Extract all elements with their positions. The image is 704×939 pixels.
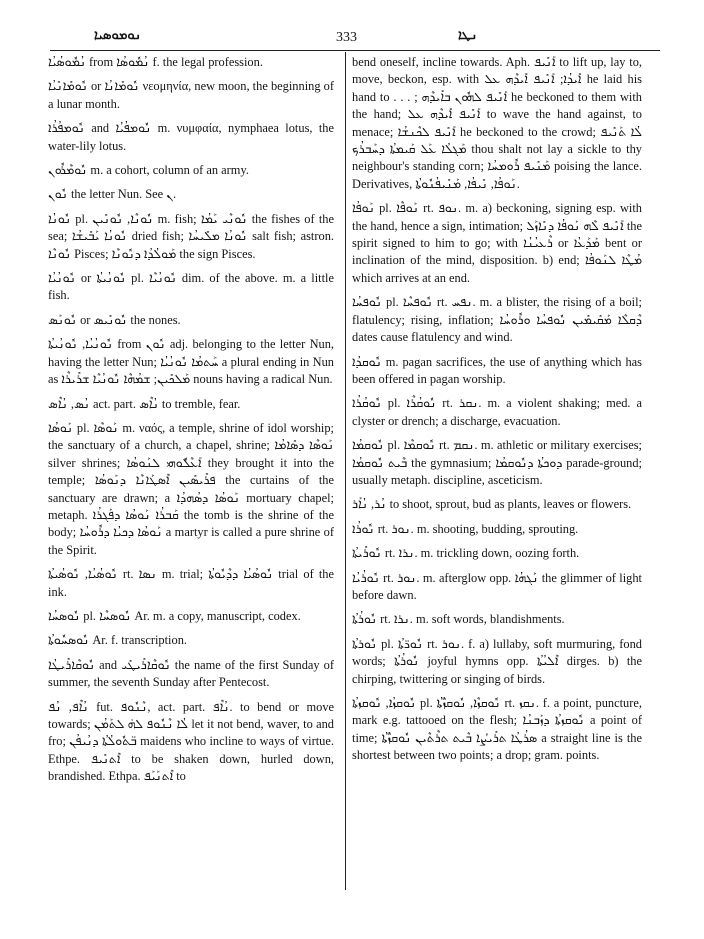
entry: ܢܽܘܣܳܝܳܐ, ܢܽܘܣܳܝܬܳܐ rt. ܢܣܐ m. trial; ܢܽܘܣܳܝܳܐ ܕܕܶܝܽܘܬܳܐ trial of the ink. <box>48 567 334 599</box>
entry: ܢܽܘܩܡܳܐ pl. ܢܽܘܩܡܶܐ rt. ܢܩܡ. m. athletic or military exercises; ܒܶܝܬ ܢܽܘܩܡܳܐ the gymnasium; ܕܘܟܬܳܐ ܕܢܽܘܩܡܳܐ parade-ground; usually metaph. discipline, asceticism. <box>352 438 642 487</box>
entry: ܢܳܡܽܘܣܳܝܳܐ from ܢܳܡܽܘܣܳܐ f. the legal profession. <box>48 55 263 69</box>
entry: ܢܽܘܪܳܐ rt. ܢܘܪ. m. shooting, budding, sprouting. <box>352 521 579 536</box>
entry: ܢܽܘܢܰܣ or ܢܽܘܢܺܝܣ the nones. <box>48 312 181 327</box>
entry: ܢܳܪ, ܢܳܐܰܪ to shoot, sprout, bud as plants, leaves or flowers. <box>352 497 632 512</box>
running-head-left: ܢܘܡܘܣܝܐ <box>94 28 142 43</box>
top-rule <box>50 50 660 51</box>
entry: ܢܽܘܩܙܳܐ, ܢܽܘܩܙܬܳܐ pl. ܢܽܘܩܙܶܐ, ܢܽܘܩܙ̈ܳܬܳܐ rt. ܢܩܙ. f. a point, puncture, mark e.g. tattooed on the flesh; ܢܽܘܩܙܬܳܐ ܕܙܰܒܢܳܐ a point of time; ܣܪܳܛܳܐ ܬܪܺܝܨܳܐ ܒܶܝܬ ܬܪܶܬܶܝܢ ܢܽܘܩܙ̈ܳܬܳܐ a straight line is the shortest between two points; a drop; gram. points. <box>352 696 642 763</box>
entry: ܢܽܘܪܺܝܬܳܐ rt. ܢܪܐ. m. trickling down, oozing forth. <box>352 546 580 561</box>
entry: ܢܽܘܢܳܐ pl. ܢܽܘܢܶܐ, ܢܽܘܢܺܝܢ m. fish; ܢܽܘܢܶܝ ܝܰܡܳܐ the fishes of the sea; ܢܽܘܢܳܐ ܝܰܒܺܝܫܳܐ dried fish; ܢܽܘܢܳܐ ܡܠܺܝܚܳܐ salt fish; astron. ܢܽܘܢܶܐ Pisces; ܡܰܘܠܳܕܳܐ ܕܢܽܘܢܶܐ the sign Pisces. <box>48 211 335 261</box>
entry: ܢܽܘܡܺܐܢܺܝܳܐ or ܢܽܘܡܺܐܢܳܐ νεομηνία, new moon, the beginning of a lunar month. <box>48 79 334 111</box>
entry: ܢܽܘܣܚܳܐ pl. ܢܽܘܣܚܶܐ Ar. m. a copy, manuscript, codex. <box>48 608 301 623</box>
entry: ܢܽܘܡܶܪܽܘܢ m. a cohort, column of an army. <box>48 163 249 178</box>
entry: ܢܽܘܪܬܳܐ pl. ܢܽܘܪ̈ܬܳܐ rt. ܢܘܪ. f. a) lullaby, soft murmuring, fond words; ܢܽܘܪܳܬܳܐ joyful hymns opp. ܐܶܠܝܳܬܳܐ dirges. b) the chirping, twittering or singing of birds. <box>352 636 643 686</box>
entry: ܢܽܘܦܚܳܐ pl. ܢܽܘܦܚܶܐ rt. ܢܦܚ. m. a blister, the rising of a boil; flatulency; rising, inflation; ܕܶܩܠܶܐ ܡܰܩܺܝܡܺܝܢ ܢܽܘܦܚܳܐ ܘܪܽܘܚܳܐ dates cause flatulency and wind. <box>352 295 642 345</box>
page-number: 333 <box>336 30 357 45</box>
entry: ܢܽܘܪܳܬܳܐ rt. ܢܪܐ. m. soft words, blandishments. <box>352 612 565 627</box>
right-column <box>352 54 642 772</box>
running-head-right: ܢܛܐ <box>458 28 478 43</box>
entry: ܢܽܘܪܳܝܳܐ rt. ܢܘܪ. m. afterglow opp. ܢܰܓܗܳܐ the glimmer of light before dawn. <box>352 570 642 602</box>
entry: bend oneself, incline towards. Aph. ܐܰܢܺܝܦ to lift up, lay to, move, beckon, esp. with ܐܺܝܕܳܐ; ܐܰܢܺܝܦ ܐܺܝܕܶܗ ܥܠ he laid his hand to . . . ; ܐܰܢܺܝܦ ܠܗܽܘܢ ܒܐܺܝܕܶܗ he beckoned to them with the hand; ܐܰܢܺܝܦ ܐܺܝܕܶܗ ܥܠ to wave the hand against, to menace; ܐܰܢܺܝܦ ܠܟܶܢܫܳܐ he beckoned to the crowd; ܠܳܐ ܬܰܢܺܝܦ ܡܰܓܠܳܐ ܥܰܠ ܩܰܝܡܬܳܐ ܕܚܰܒܪܳܟ thou shalt not lay a sickle to thy neighbour's standing corn; ܡܰܢܺܝܦ ܪܽܘܡܚܳܐ poising the lance. Derivatives, ܢܰܘܦܳܐ, ܢܺܝܦܳܐ, ܡܰܢܺܝܦܳܢܽܘܬܳܐ. <box>352 55 643 191</box>
entry: ܢܳܣ, ܢܳܐܶܣ act. part. ܢܳܐܶܣ to tremble, fear. <box>48 396 241 411</box>
left-column <box>48 54 334 793</box>
entry: ܢܽܘܢ the letter Nun. See ܢ. <box>48 187 177 202</box>
entry: ܢܰܘܣܳܐ pl. ܢܰܘܣܶܐ m. ναός, a temple, shrine of idol worship; the sanctuary of a church, a chapel, shrine; ܢܰܘܣܶܐ ܕܣܺܐܡܳܐ silver shrines; ܐܰܥܶܠܽܘܗܝ ܠܢܰܘܣܳܐ they brought it into the temple; ܦܪܺܝܣܺܝܢ ܐܶܣܛܰܐܢܶܐ ܕܢܰܘܣܳܐ the curtains of the sanctuary are drawn; a ܢܰܘܣܳܐ ܕܣܳܗܕܳܐ mortuary chapel; metaph. ܩܰܒܪܳܐ ܢܰܘܣܳܐ ܕܦܰܓܪܳܐ the tomb is the shrine of the body; ܢܰܘܣܳܐ ܕܟܝܳܐ ܕܪܽܘܚܳܐ a martyr is called a pure shrine of the Spirit. <box>48 420 335 557</box>
entry: ܢܳܐܶܦ, ܢܳܦ fut. ܢܶܢܽܘܦ, act. part. ܢܳܐܶܦ. to bend or move towards; ܠܳܐ ܢܶܢܽܘܦ ܠܗ̇ ܠܬܰܡܳܢ let it not bend, waver, to and fro; ܒ̈ܬܽܘܠܳܬܳܐ ܕܢܳܝܦܳܢ maidens who incline to ways of virtue. Ethpe. ܐܶܬܢܺܝܦ to be shaken down, hurled down, brandished. Ethpa. ܐܶܬܢܰܝܰܦ to <box>48 699 335 784</box>
entry: ܢܽܘܩܳܪܳܐ pl. ܢܽܘܩܳܪܶܐ rt. ܢܩܪ. m. a violent shaking; med. a clyster or drench; a discharge, evacuation. <box>352 396 642 428</box>
entry: ܢܽܘܡܦܳܪܳܐ and ܢܽܘܡܦܳܝܳܐ m. νυμφαία, nymphaea lotus, the water-lily lotus. <box>48 121 335 153</box>
entry: ܢܽܘܢܳܝܳܐ, ܢܽܘܢܳܝܬܳܐ from ܢܽܘܢ adj. belonging to the letter Nun, having the letter Nun; ܚܰܬܡܳܐ ܢܽܘܢܳܝܳܐ a plural ending in Nun as ܡܰܠܟܺܝܢ; ܫܡܳܗܶܐ ܢܽܘܢܳܝܶܐ ܫܪܺܝܪܶܐ nouns having a radical Nun. <box>48 337 335 387</box>
entry: ܢܰܘܦܳܐ pl. ܢܰܘܦܶܐ rt. ܢܘܦ. m. a) beckoning, signing esp. with the hand, hence a sign, intimation; ܐܰܢܺܝܦ ܠܶܗ ܢܰܘܦܳܐ ܕܢܺܐܙܰܠ the spirit signed to him to go; with ܪܶܥܝܳܢܳܐ or ܡܰܕܰܥܳܐ bent or inclination of the mind, disposition. b) end; ܡܳܛܶܐ ܠܢܰܘܦܳܐ which arrives at an end. <box>352 201 642 285</box>
entry: ܢܽܘܩܶܐܪܺܝܛܳܐ and ܢܽܘܩܶܐܪܺܝܛܺܝ the name of the first Sunday of summer, the seventh Sunday after Pentecost. <box>48 657 334 690</box>
column-divider <box>345 52 346 890</box>
entry: ܢܽܘܩܕܳܐ m. pagan sacrifices, the use of anything which has been offered in pagan worship. <box>352 354 642 386</box>
entry: ܢܽܘܢܳܝܳܐ or ܢܽܘܢܳܝܬܳܐ pl. ܢܽܘܢܳܝܶܐ dim. of the above. m. a little fish. <box>48 271 334 303</box>
entry: ܢܽܘܣܚܽܘܬܳܐ Ar. f. transcription. <box>48 633 187 648</box>
